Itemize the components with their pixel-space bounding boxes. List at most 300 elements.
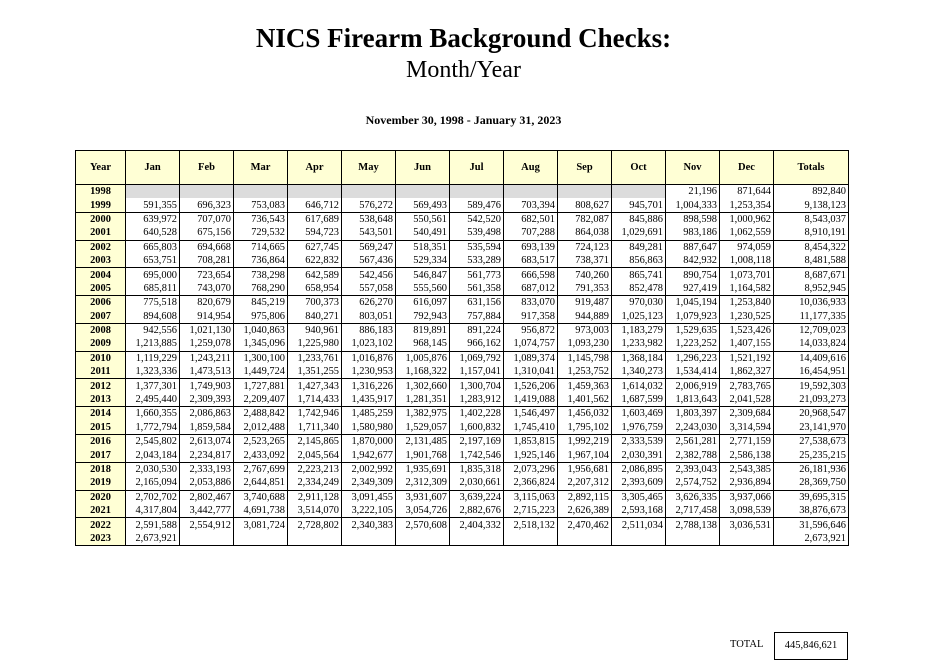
total-cell: 8,952,945	[774, 282, 849, 296]
value-cell: 594,723	[288, 226, 342, 240]
column-header-dec: Dec	[720, 151, 774, 185]
value-cell: 1,253,354	[720, 198, 774, 212]
value-cell: 658,954	[288, 282, 342, 296]
value-cell: 782,087	[558, 212, 612, 226]
page-title: NICS Firearm Background Checks:	[255, 23, 672, 53]
total-cell: 8,454,322	[774, 240, 849, 254]
value-cell: 791,353	[558, 282, 612, 296]
value-cell: 3,036,531	[720, 518, 774, 532]
value-cell: 693,139	[504, 240, 558, 254]
value-cell: 768,290	[234, 282, 288, 296]
value-cell: 1,310,041	[504, 365, 558, 379]
value-cell: 546,847	[396, 268, 450, 282]
table-row	[76, 476, 849, 490]
value-cell: 1,687,599	[612, 393, 666, 407]
value-cell: 1,323,336	[126, 365, 180, 379]
total-cell: 12,709,023	[774, 323, 849, 337]
value-cell: 1,449,724	[234, 365, 288, 379]
year-cell: 2019	[76, 476, 126, 490]
value-cell	[396, 532, 450, 546]
table-row	[76, 504, 849, 518]
value-cell: 2,892,115	[558, 490, 612, 504]
value-cell: 1,992,219	[558, 435, 612, 449]
value-cell: 1,225,980	[288, 337, 342, 351]
value-cell: 1,529,057	[396, 421, 450, 435]
year-cell: 2007	[76, 310, 126, 324]
value-cell: 1,485,259	[342, 407, 396, 421]
value-cell: 622,832	[288, 254, 342, 268]
value-cell: 1,145,798	[558, 351, 612, 365]
value-cell: 1,742,546	[450, 448, 504, 462]
table-row	[76, 393, 849, 407]
column-header-totals: Totals	[774, 151, 849, 185]
value-cell: 2,002,992	[342, 462, 396, 476]
page-subtitle: Month/Year	[406, 57, 521, 83]
value-cell: 1,069,792	[450, 351, 504, 365]
value-cell: 983,186	[666, 226, 720, 240]
value-cell: 1,259,078	[180, 337, 234, 351]
value-cell: 974,059	[720, 240, 774, 254]
value-cell: 1,253,840	[720, 296, 774, 310]
value-cell: 927,419	[666, 282, 720, 296]
value-cell: 757,884	[450, 310, 504, 324]
value-cell: 738,371	[558, 254, 612, 268]
year-cell: 2013	[76, 393, 126, 407]
value-cell: 535,594	[450, 240, 504, 254]
value-cell: 856,863	[612, 254, 666, 268]
year-cell: 2022	[76, 518, 126, 532]
value-cell: 840,271	[288, 310, 342, 324]
value-cell: 2,053,886	[180, 476, 234, 490]
table-row	[76, 310, 849, 324]
value-cell: 736,543	[234, 212, 288, 226]
value-cell: 1,942,677	[342, 448, 396, 462]
value-cell: 3,639,224	[450, 490, 504, 504]
value-cell: 1,073,701	[720, 268, 774, 282]
value-cell	[666, 532, 720, 546]
value-cell: 2,043,184	[126, 448, 180, 462]
grand-total	[722, 632, 848, 658]
value-cell: 724,123	[558, 240, 612, 254]
value-cell: 569,493	[396, 198, 450, 212]
value-cell: 1,521,192	[720, 351, 774, 365]
value-cell: 2,312,309	[396, 476, 450, 490]
value-cell: 729,532	[234, 226, 288, 240]
value-cell: 1,745,410	[504, 421, 558, 435]
value-cell: 1,749,903	[180, 379, 234, 393]
value-cell: 1,233,761	[288, 351, 342, 365]
value-cell: 2,593,168	[612, 504, 666, 518]
value-cell: 833,070	[504, 296, 558, 310]
value-cell: 1,023,102	[342, 337, 396, 351]
table-row	[76, 323, 849, 337]
value-cell: 639,972	[126, 212, 180, 226]
value-cell: 970,030	[612, 296, 666, 310]
value-cell: 646,712	[288, 198, 342, 212]
total-cell: 39,695,315	[774, 490, 849, 504]
value-cell: 1,223,252	[666, 337, 720, 351]
column-header-year: Year	[76, 151, 126, 185]
value-cell: 1,603,469	[612, 407, 666, 421]
value-cell	[180, 532, 234, 546]
value-cell: 1,296,223	[666, 351, 720, 365]
value-cell: 894,608	[126, 310, 180, 324]
value-cell: 666,598	[504, 268, 558, 282]
year-cell: 2018	[76, 462, 126, 476]
value-cell: 973,003	[558, 323, 612, 337]
value-cell: 1,813,643	[666, 393, 720, 407]
value-cell: 1,000,962	[720, 212, 774, 226]
value-cell: 2,334,249	[288, 476, 342, 490]
value-cell: 2,586,138	[720, 448, 774, 462]
value-cell: 1,835,318	[450, 462, 504, 476]
value-cell: 1,316,226	[342, 379, 396, 393]
total-cell: 23,141,970	[774, 421, 849, 435]
value-cell: 2,911,128	[288, 490, 342, 504]
total-cell: 26,181,936	[774, 462, 849, 476]
value-cell: 2,243,030	[666, 421, 720, 435]
value-cell: 518,351	[396, 240, 450, 254]
total-cell: 11,177,335	[774, 310, 849, 324]
value-cell: 819,891	[396, 323, 450, 337]
value-cell: 1,183,279	[612, 323, 666, 337]
value-cell: 1,016,876	[342, 351, 396, 365]
value-cell: 2,554,912	[180, 518, 234, 532]
value-cell: 708,281	[180, 254, 234, 268]
value-cell: 576,272	[342, 198, 396, 212]
table-row	[76, 268, 849, 282]
value-cell: 2,382,788	[666, 448, 720, 462]
value-cell: 1,967,104	[558, 448, 612, 462]
value-cell: 1,168,322	[396, 365, 450, 379]
value-cell: 2,207,312	[558, 476, 612, 490]
value-cell: 3,305,465	[612, 490, 666, 504]
value-cell: 700,373	[288, 296, 342, 310]
total-cell: 8,687,671	[774, 268, 849, 282]
value-cell: 687,012	[504, 282, 558, 296]
value-cell: 942,556	[126, 323, 180, 337]
value-cell: 694,668	[180, 240, 234, 254]
value-cell: 567,436	[342, 254, 396, 268]
value-cell: 1,302,660	[396, 379, 450, 393]
value-cell: 1,005,876	[396, 351, 450, 365]
value-cell: 3,098,539	[720, 504, 774, 518]
value-cell: 2,012,488	[234, 421, 288, 435]
value-cell: 714,665	[234, 240, 288, 254]
total-cell: 8,543,037	[774, 212, 849, 226]
value-cell: 538,648	[342, 212, 396, 226]
value-cell: 1,727,881	[234, 379, 288, 393]
year-cell: 2016	[76, 435, 126, 449]
value-cell: 2,086,895	[612, 462, 666, 476]
value-cell: 808,627	[558, 198, 612, 212]
value-cell: 683,517	[504, 254, 558, 268]
value-cell: 533,289	[450, 254, 504, 268]
value-cell	[126, 185, 180, 199]
value-cell: 1,401,562	[558, 393, 612, 407]
value-cell: 1,119,229	[126, 351, 180, 365]
value-cell: 975,806	[234, 310, 288, 324]
value-cell: 940,961	[288, 323, 342, 337]
value-cell	[450, 532, 504, 546]
value-cell: 2,570,608	[396, 518, 450, 532]
value-cell: 540,491	[396, 226, 450, 240]
value-cell: 1,742,946	[288, 407, 342, 421]
value-cell: 1,956,681	[558, 462, 612, 476]
value-cell: 944,889	[558, 310, 612, 324]
value-cell: 1,419,088	[504, 393, 558, 407]
value-cell: 4,317,804	[126, 504, 180, 518]
value-cell	[504, 532, 558, 546]
value-cell: 2,495,440	[126, 393, 180, 407]
value-cell	[180, 185, 234, 199]
value-cell	[342, 532, 396, 546]
value-cell: 2,209,407	[234, 393, 288, 407]
value-cell: 2,470,462	[558, 518, 612, 532]
value-cell: 1,164,582	[720, 282, 774, 296]
year-cell: 2021	[76, 504, 126, 518]
year-cell: 2020	[76, 490, 126, 504]
value-cell: 917,358	[504, 310, 558, 324]
value-cell: 1,711,340	[288, 421, 342, 435]
value-cell: 1,859,584	[180, 421, 234, 435]
value-cell: 1,529,635	[666, 323, 720, 337]
value-cell: 1,580,980	[342, 421, 396, 435]
value-cell: 845,886	[612, 212, 666, 226]
value-cell: 2,223,213	[288, 462, 342, 476]
value-cell: 1,772,794	[126, 421, 180, 435]
value-cell: 2,349,309	[342, 476, 396, 490]
value-cell: 2,030,391	[612, 448, 666, 462]
value-cell: 1,600,832	[450, 421, 504, 435]
total-cell: 14,409,616	[774, 351, 849, 365]
value-cell: 2,393,043	[666, 462, 720, 476]
table-row	[76, 365, 849, 379]
value-cell: 682,501	[504, 212, 558, 226]
value-cell: 871,644	[720, 185, 774, 199]
table-row	[76, 462, 849, 476]
column-header-jul: Jul	[450, 151, 504, 185]
total-cell: 38,876,673	[774, 504, 849, 518]
value-cell: 589,476	[450, 198, 504, 212]
value-cell: 3,115,063	[504, 490, 558, 504]
value-cell: 2,145,865	[288, 435, 342, 449]
total-cell: 31,596,646	[774, 518, 849, 532]
value-cell: 2,041,528	[720, 393, 774, 407]
value-cell: 2,767,699	[234, 462, 288, 476]
value-cell: 2,030,530	[126, 462, 180, 476]
value-cell: 665,803	[126, 240, 180, 254]
value-cell	[288, 185, 342, 199]
value-cell: 1,534,414	[666, 365, 720, 379]
value-cell	[504, 185, 558, 199]
table-row	[76, 282, 849, 296]
value-cell: 2,393,609	[612, 476, 666, 490]
year-cell: 2005	[76, 282, 126, 296]
value-cell	[396, 185, 450, 199]
value-cell: 2,030,661	[450, 476, 504, 490]
value-cell	[612, 532, 666, 546]
value-cell: 2,783,765	[720, 379, 774, 393]
value-cell: 886,183	[342, 323, 396, 337]
value-cell: 1,714,433	[288, 393, 342, 407]
value-cell	[234, 185, 288, 199]
value-cell: 1,546,497	[504, 407, 558, 421]
value-cell: 1,074,757	[504, 337, 558, 351]
table-row	[76, 407, 849, 421]
year-cell: 2006	[76, 296, 126, 310]
value-cell: 2,613,074	[180, 435, 234, 449]
total-cell: 25,235,215	[774, 448, 849, 462]
value-cell: 543,501	[342, 226, 396, 240]
value-cell: 865,741	[612, 268, 666, 282]
value-cell: 738,298	[234, 268, 288, 282]
value-cell: 2,131,485	[396, 435, 450, 449]
value-cell: 1,870,000	[342, 435, 396, 449]
value-cell: 3,222,105	[342, 504, 396, 518]
value-cell	[342, 185, 396, 199]
value-cell: 1,021,130	[180, 323, 234, 337]
value-cell: 1,402,228	[450, 407, 504, 421]
year-cell: 2001	[76, 226, 126, 240]
value-cell: 703,394	[504, 198, 558, 212]
value-cell: 2,591,588	[126, 518, 180, 532]
value-cell: 1,062,559	[720, 226, 774, 240]
total-cell: 10,036,933	[774, 296, 849, 310]
total-cell: 21,093,273	[774, 393, 849, 407]
year-cell: 2002	[76, 240, 126, 254]
value-cell: 1,283,912	[450, 393, 504, 407]
total-cell: 20,968,547	[774, 407, 849, 421]
value-cell: 542,456	[342, 268, 396, 282]
value-cell: 2,936,894	[720, 476, 774, 490]
value-cell: 2,702,702	[126, 490, 180, 504]
value-cell: 1,368,184	[612, 351, 666, 365]
value-cell: 2,488,842	[234, 407, 288, 421]
value-cell: 2,574,752	[666, 476, 720, 490]
date-range: November 30, 1998 - January 31, 2023	[365, 113, 562, 127]
value-cell: 914,954	[180, 310, 234, 324]
total-cell: 16,454,951	[774, 365, 849, 379]
column-header-may: May	[342, 151, 396, 185]
value-cell: 2,366,824	[504, 476, 558, 490]
table-row	[76, 421, 849, 435]
value-cell: 3,937,066	[720, 490, 774, 504]
value-cell: 2,340,383	[342, 518, 396, 532]
value-cell: 1,157,041	[450, 365, 504, 379]
value-cell	[288, 532, 342, 546]
year-cell: 1999	[76, 198, 126, 212]
value-cell	[558, 185, 612, 199]
value-cell: 1,025,123	[612, 310, 666, 324]
value-cell: 1,029,691	[612, 226, 666, 240]
total-cell: 2,673,921	[774, 532, 849, 546]
table-row	[76, 240, 849, 254]
value-cell: 1,345,096	[234, 337, 288, 351]
value-cell: 2,523,265	[234, 435, 288, 449]
year-cell: 2023	[76, 532, 126, 546]
value-cell: 2,045,564	[288, 448, 342, 462]
column-header-sep: Sep	[558, 151, 612, 185]
table-row	[76, 185, 849, 199]
value-cell: 736,864	[234, 254, 288, 268]
value-cell: 968,145	[396, 337, 450, 351]
value-cell: 640,528	[126, 226, 180, 240]
value-cell: 842,932	[666, 254, 720, 268]
value-cell: 2,234,817	[180, 448, 234, 462]
value-cell: 1,935,691	[396, 462, 450, 476]
table-row	[76, 351, 849, 365]
value-cell: 890,754	[666, 268, 720, 282]
total-cell: 8,481,588	[774, 254, 849, 268]
value-cell: 3,931,607	[396, 490, 450, 504]
value-cell: 1,473,513	[180, 365, 234, 379]
value-cell: 775,518	[126, 296, 180, 310]
value-cell: 2,543,385	[720, 462, 774, 476]
value-cell: 852,478	[612, 282, 666, 296]
value-cell: 1,976,759	[612, 421, 666, 435]
table-row	[76, 296, 849, 310]
value-cell: 542,520	[450, 212, 504, 226]
column-header-aug: Aug	[504, 151, 558, 185]
value-cell: 631,156	[450, 296, 504, 310]
value-cell: 616,097	[396, 296, 450, 310]
value-cell: 1,456,032	[558, 407, 612, 421]
value-cell: 1,300,100	[234, 351, 288, 365]
value-cell: 1,089,374	[504, 351, 558, 365]
value-cell: 1,382,975	[396, 407, 450, 421]
value-cell: 1,008,118	[720, 254, 774, 268]
total-cell: 892,840	[774, 185, 849, 199]
value-cell: 2,165,094	[126, 476, 180, 490]
value-cell: 743,070	[180, 282, 234, 296]
table-header-row	[76, 151, 849, 185]
value-cell: 2,404,332	[450, 518, 504, 532]
value-cell: 723,654	[180, 268, 234, 282]
value-cell: 561,773	[450, 268, 504, 282]
value-cell: 919,487	[558, 296, 612, 310]
value-cell: 1,243,211	[180, 351, 234, 365]
value-cell: 555,560	[396, 282, 450, 296]
value-cell: 2,511,034	[612, 518, 666, 532]
value-cell: 1,045,194	[666, 296, 720, 310]
value-cell: 642,589	[288, 268, 342, 282]
value-cell: 792,943	[396, 310, 450, 324]
value-cell: 1,459,363	[558, 379, 612, 393]
value-cell: 803,051	[342, 310, 396, 324]
value-cell: 617,689	[288, 212, 342, 226]
table-row	[76, 490, 849, 504]
value-cell: 627,745	[288, 240, 342, 254]
value-cell: 561,358	[450, 282, 504, 296]
column-header-jun: Jun	[396, 151, 450, 185]
value-cell: 1,407,155	[720, 337, 774, 351]
value-cell: 1,435,917	[342, 393, 396, 407]
value-cell: 1,427,343	[288, 379, 342, 393]
value-cell: 2,333,539	[612, 435, 666, 449]
value-cell: 21,196	[666, 185, 720, 199]
year-cell: 2017	[76, 448, 126, 462]
value-cell: 591,355	[126, 198, 180, 212]
year-cell: 2008	[76, 323, 126, 337]
value-cell: 2,771,159	[720, 435, 774, 449]
value-cell: 3,626,335	[666, 490, 720, 504]
value-cell: 2,518,132	[504, 518, 558, 532]
value-cell: 1,901,768	[396, 448, 450, 462]
value-cell: 529,334	[396, 254, 450, 268]
table-row	[76, 254, 849, 268]
value-cell: 3,091,455	[342, 490, 396, 504]
